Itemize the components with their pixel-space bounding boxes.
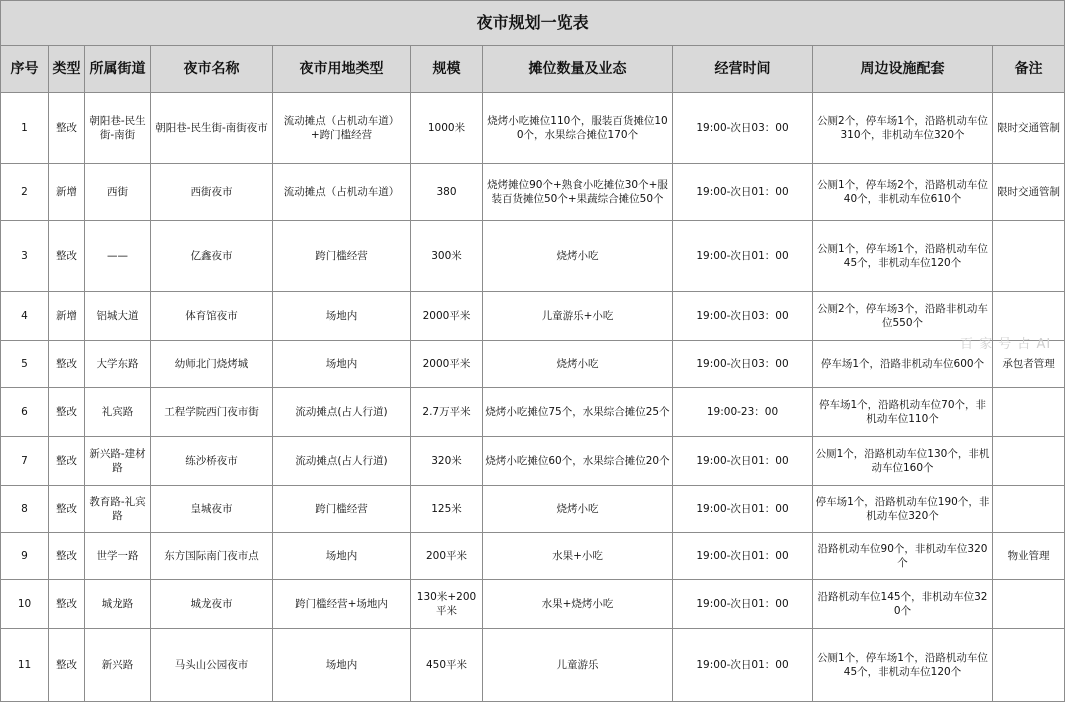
- header-cell: 经营时间: [673, 46, 813, 93]
- table-cell: 320米: [411, 437, 483, 486]
- header-cell: 夜市名称: [151, 46, 273, 93]
- table-cell: 19:00-次日03：00: [673, 93, 813, 164]
- table-cell: 公厕1个，沿路机动车位130个，非机动车位160个: [813, 437, 993, 486]
- table-cell: 流动摊点(占人行道): [273, 388, 411, 437]
- table-cell: 东方国际南门夜市点: [151, 533, 273, 580]
- table-cell: 19:00-次日01：00: [673, 580, 813, 629]
- table-row: [1, 292, 1065, 341]
- table-cell: 3: [1, 221, 49, 292]
- title-row: [1, 1, 1065, 46]
- table-cell: 流动摊点（占机动车道）: [273, 164, 411, 221]
- table-cell: 新兴路: [85, 629, 151, 702]
- table-cell: 烧烤小吃: [483, 341, 673, 388]
- header-cell: 摊位数量及业态: [483, 46, 673, 93]
- table-cell: 城龙路: [85, 580, 151, 629]
- table-cell: [993, 580, 1065, 629]
- table-cell: 跨门槛经营: [273, 221, 411, 292]
- table-cell: 整改: [49, 221, 85, 292]
- table-cell: 130米+200平米: [411, 580, 483, 629]
- table-cell: 教育路-礼宾路: [85, 486, 151, 533]
- table-cell: 1: [1, 93, 49, 164]
- table-cell: 19:00-23：00: [673, 388, 813, 437]
- header-row: [1, 46, 1065, 93]
- table-cell: 公厕1个，停车场1个，沿路机动车位45个，非机动车位120个: [813, 221, 993, 292]
- table-cell: 限时交通管制: [993, 93, 1065, 164]
- table-row: [1, 533, 1065, 580]
- table-cell: 体育馆夜市: [151, 292, 273, 341]
- table-cell: 8: [1, 486, 49, 533]
- table-cell: 工程学院西门夜市街: [151, 388, 273, 437]
- table-cell: 儿童游乐: [483, 629, 673, 702]
- table-row: [1, 580, 1065, 629]
- table-cell: 水果+烧烤小吃: [483, 580, 673, 629]
- table-row: [1, 221, 1065, 292]
- table-cell: 跨门槛经营+场地内: [273, 580, 411, 629]
- table-cell: [993, 221, 1065, 292]
- table-cell: 世学一路: [85, 533, 151, 580]
- table-cell: 停车场1个，沿路机动车位190个，非机动车位320个: [813, 486, 993, 533]
- table-cell: 场地内: [273, 292, 411, 341]
- table-row: [1, 437, 1065, 486]
- table-cell: 烧烤小吃: [483, 486, 673, 533]
- table-cell: 跨门槛经营: [273, 486, 411, 533]
- table-row: [1, 486, 1065, 533]
- table-cell: 场地内: [273, 533, 411, 580]
- table-cell: [993, 388, 1065, 437]
- table-cell: 19:00-次日03：00: [673, 341, 813, 388]
- table-cell: 儿童游乐+小吃: [483, 292, 673, 341]
- table-cell: 公厕2个，停车场1个，沿路机动车位310个，非机动车位320个: [813, 93, 993, 164]
- table-cell: 整改: [49, 486, 85, 533]
- table-cell: 19:00-次日01：00: [673, 629, 813, 702]
- table-cell: 整改: [49, 580, 85, 629]
- table-cell: 西街夜市: [151, 164, 273, 221]
- header-cell: 夜市用地类型: [273, 46, 411, 93]
- table-cell: ——: [85, 221, 151, 292]
- table-cell: 5: [1, 341, 49, 388]
- table-cell: 450平米: [411, 629, 483, 702]
- table-cell: 新兴路-建材路: [85, 437, 151, 486]
- table-cell: 整改: [49, 93, 85, 164]
- table-cell: 水果+小吃: [483, 533, 673, 580]
- header-cell: 类型: [49, 46, 85, 93]
- header-cell: 备注: [993, 46, 1065, 93]
- table-cell: 11: [1, 629, 49, 702]
- table-cell: 场地内: [273, 629, 411, 702]
- table-cell: 19:00-次日01：00: [673, 533, 813, 580]
- table-cell: 19:00-次日01：00: [673, 164, 813, 221]
- table-cell: 公厕1个，停车场1个，沿路机动车位45个，非机动车位120个: [813, 629, 993, 702]
- table-cell: 流动摊点（占机动车道）+跨门槛经营: [273, 93, 411, 164]
- table-cell: [993, 437, 1065, 486]
- table-cell: 公厕2个，停车场3个，沿路非机动车位550个: [813, 292, 993, 341]
- table-cell: 整改: [49, 341, 85, 388]
- table-cell: 4: [1, 292, 49, 341]
- table-cell: 朝阳巷-民生街-南街夜市: [151, 93, 273, 164]
- table-cell: 西街: [85, 164, 151, 221]
- table-cell: 物业管理: [993, 533, 1065, 580]
- table-cell: 练沙桥夜市: [151, 437, 273, 486]
- table-cell: 大学东路: [85, 341, 151, 388]
- table-row: [1, 388, 1065, 437]
- table-cell: 流动摊点(占人行道): [273, 437, 411, 486]
- table-cell: 整改: [49, 533, 85, 580]
- table-cell: 礼宾路: [85, 388, 151, 437]
- table-cell: 皇城夜市: [151, 486, 273, 533]
- table-cell: 限时交通管制: [993, 164, 1065, 221]
- table-cell: 19:00-次日01：00: [673, 221, 813, 292]
- table-cell: 380: [411, 164, 483, 221]
- table-cell: 承包者管理: [993, 341, 1065, 388]
- table-cell: 停车场1个，沿路非机动车位600个: [813, 341, 993, 388]
- table-row: [1, 93, 1065, 164]
- table-cell: 新增: [49, 164, 85, 221]
- table-cell: 烧烤小吃: [483, 221, 673, 292]
- table-title: 夜市规划一览表: [1, 1, 1065, 46]
- table-cell: 幼师北门烧烤城: [151, 341, 273, 388]
- table-cell: 停车场1个，沿路机动车位70个，非机动车位110个: [813, 388, 993, 437]
- table-cell: 2: [1, 164, 49, 221]
- table-cell: 城龙夜市: [151, 580, 273, 629]
- table-cell: 公厕1个，停车场2个，沿路机动车位40个，非机动车位610个: [813, 164, 993, 221]
- table-cell: [993, 629, 1065, 702]
- table-cell: [993, 486, 1065, 533]
- table-cell: 铝城大道: [85, 292, 151, 341]
- table-cell: 烧烤小吃摊位60个，水果综合摊位20个: [483, 437, 673, 486]
- table-cell: 19:00-次日01：00: [673, 437, 813, 486]
- header-cell: 序号: [1, 46, 49, 93]
- table-cell: 19:00-次日03：00: [673, 292, 813, 341]
- watermark: 百 家 号 占 AI: [960, 337, 1052, 352]
- table-row: [1, 629, 1065, 702]
- table-cell: 沿路机动车位90个，非机动车位320个: [813, 533, 993, 580]
- table-cell: 马头山公园夜市: [151, 629, 273, 702]
- table-cell: 200平米: [411, 533, 483, 580]
- table-row: [1, 341, 1065, 388]
- header-cell: 规模: [411, 46, 483, 93]
- table-cell: 烧烤小吃摊位110个，服装百货摊位100个，水果综合摊位170个: [483, 93, 673, 164]
- table-cell: 2000平米: [411, 292, 483, 341]
- table-cell: 朝阳巷-民生街-南街: [85, 93, 151, 164]
- table-cell: 1000米: [411, 93, 483, 164]
- table-cell: 沿路机动车位145个，非机动车位320个: [813, 580, 993, 629]
- table-cell: 烧烤小吃摊位75个，水果综合摊位25个: [483, 388, 673, 437]
- table-cell: 整改: [49, 629, 85, 702]
- header-cell: 周边设施配套: [813, 46, 993, 93]
- table-cell: 新增: [49, 292, 85, 341]
- table-cell: 2.7万平米: [411, 388, 483, 437]
- table-cell: 19:00-次日01：00: [673, 486, 813, 533]
- table-cell: 6: [1, 388, 49, 437]
- table-body: [1, 93, 1065, 702]
- table-cell: [993, 292, 1065, 341]
- table-cell: 整改: [49, 437, 85, 486]
- table-row: [1, 164, 1065, 221]
- table-cell: 整改: [49, 388, 85, 437]
- table-cell: 场地内: [273, 341, 411, 388]
- table-cell: 9: [1, 533, 49, 580]
- table-cell: 300米: [411, 221, 483, 292]
- table-cell: 125米: [411, 486, 483, 533]
- table-cell: 亿鑫夜市: [151, 221, 273, 292]
- table-cell: 7: [1, 437, 49, 486]
- table-cell: 10: [1, 580, 49, 629]
- table-cell: 2000平米: [411, 341, 483, 388]
- table-cell: 烧烤摊位90个+熟食小吃摊位30个+服装百货摊位50个+果蔬综合摊位50个: [483, 164, 673, 221]
- header-cell: 所属街道: [85, 46, 151, 93]
